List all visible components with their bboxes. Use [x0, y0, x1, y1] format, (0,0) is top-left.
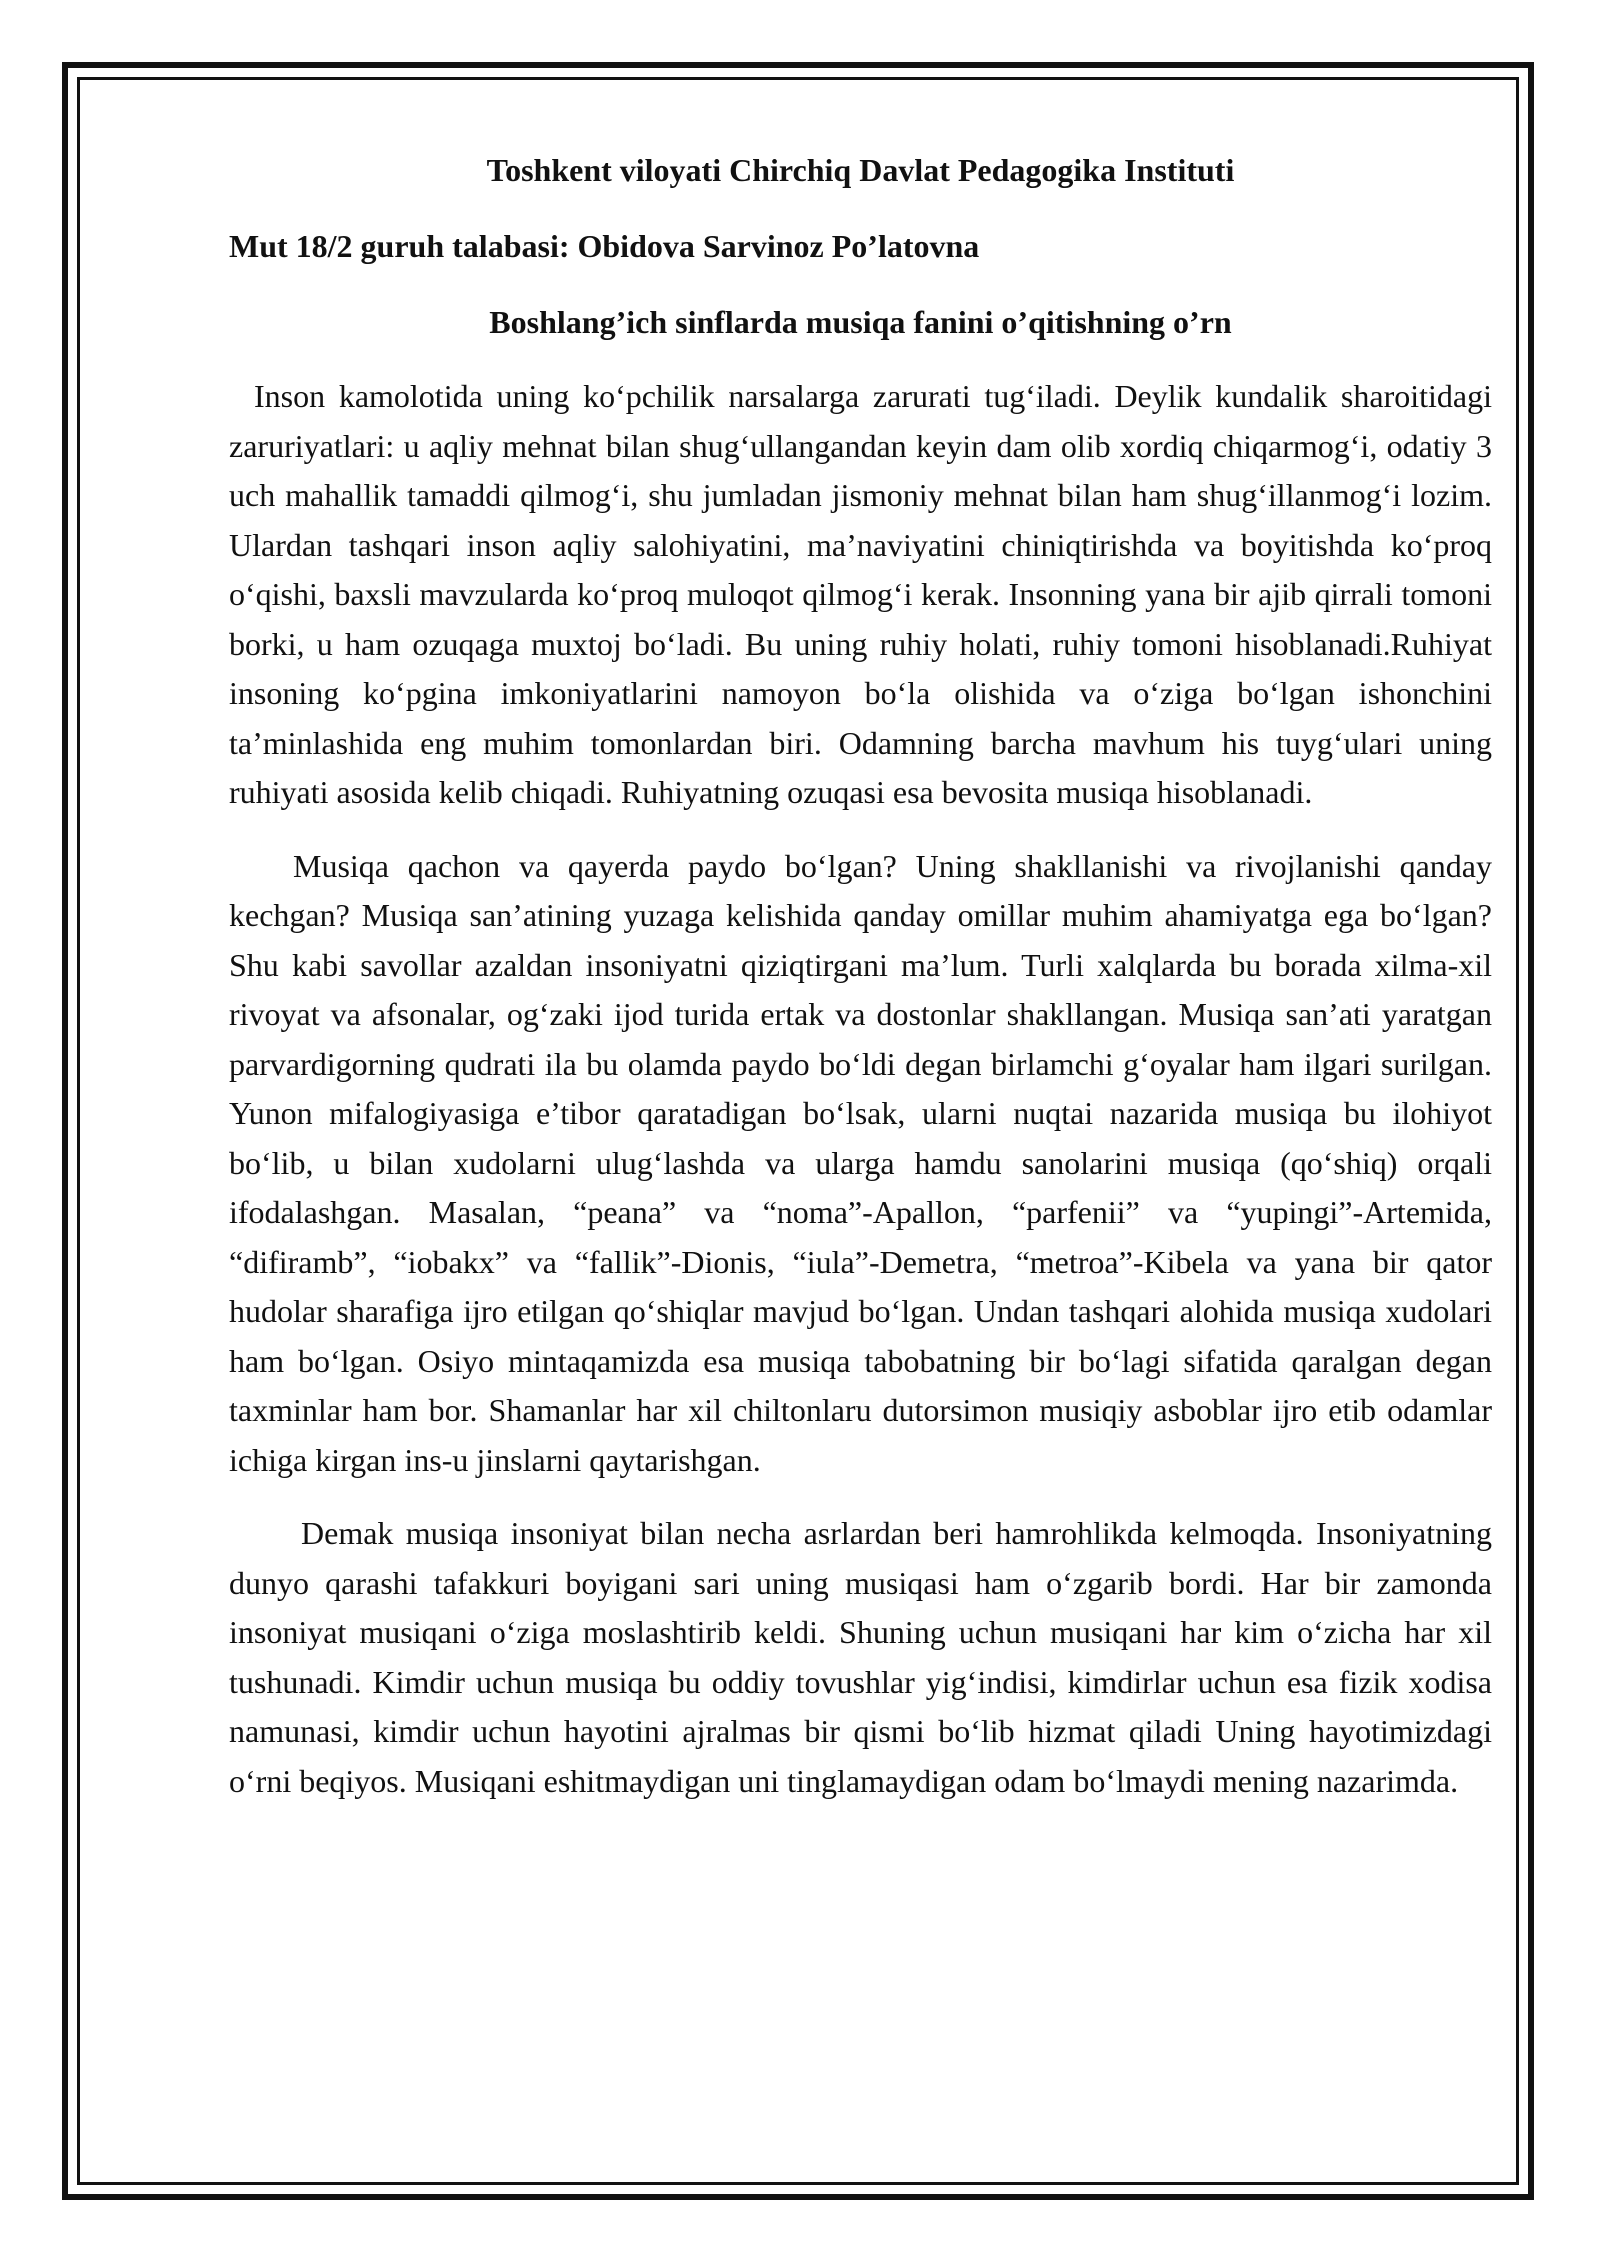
document-body [229, 148, 1492, 1806]
topic-title: Boshlang’ich sinflarda musiqa fanini o’qitishning o’rn [489, 304, 1232, 340]
paragraph-1: Inson kamolotida uning ko‘pchilik narsalarga zarurati tug‘iladi. Deylik kundalik sharoitidagi zaruriyatlari: u aqliy mehnat bilan shug‘ullangandan keyin dam olib xordiq chiqarmog‘i, odatiy 3 uch mahallik tamaddi qilmog‘i, shu jumladan jismoniy mehnat bilan ham shug‘illanmog‘i lozim. Ulardan tashqari inson aqliy salohiyatini, ma’naviyatini chiniqtirishda va boyitishda ko‘proq o‘qishi, baxsli mavzularda ko‘proq muloqot qilmog‘i kerak. Insonning yana bir ajib qirrali tomoni borki, u ham ozuqaga muxtoj bo‘ladi. Bu uning ruhiy holati, ruhiy tomoni hisoblanadi.Ruhiyat insoning ko‘pgina imkoniyatlarini namoyon bo‘la olishida va o‘ziga bo‘lgan ishonchini ta’minlashida eng muhim tomonlardan biri. Odamning barcha mavhum his tuyg‘ulari uning ruhiyati asosida kelib chiqadi. Ruhiyatning ozuqasi esa bevosita musiqa hisoblanadi. [229, 378, 1492, 810]
student-info: Mut 18/2 guruh talabasi: Obidova Sarvinoz Po’latovna [229, 228, 980, 264]
institution-title: Toshkent viloyati Chirchiq Davlat Pedagogika Instituti [486, 152, 1235, 188]
paragraph-2: Musiqa qachon va qayerda paydo bo‘lgan? Uning shakllanishi va rivojlanishi qanday kechgan? Musiqa san’atining yuzaga kelishida qanday omillar muhim ahamiyatga ega bo‘lgan? Shu kabi savollar azaldan insoniyatni qiziqtirgani ma’lum. Turli xalqlarda bu borada xilma-xil rivoyat va afsonalar, og‘zaki ijod turida ertak va dostonlar shakllangan. Musiqa san’ati yaratgan parvardigorning qudrati ila bu olamda paydo bo‘ldi degan birlamchi g‘oyalar ham ilgari surilgan. Yunon mifalogiyasiga e’tibor qaratadigan bo‘lsak, ularni nuqtai nazarida musiqa bu ilohiyot bo‘lib, u bilan xudolarni ulug‘lashda va ularga hamdu sanolarini musiqa (qo‘shiq) orqali ifodalashgan. Masalan, “peana” va “noma”-Apallon, “parfenii” va “yupingi”-Artemida, “difiramb”, “iobakx” va “fallik”-Dionis, “iula”-Demetra, “metroa”-Kibela va yana bir qator hudolar sharafiga ijro etilgan qo‘shiqlar mavjud bo‘lgan. Undan tashqari alohida musiqa xudolari ham bo‘lgan. Osiyo mintaqamizda esa musiqa tabobatning bir bo‘lagi sifatida qaralgan degan taxminlar ham bor. Shamanlar har xil chiltonlaru dutorsimon musiqiy asboblar ijro etib odamlar ichiga kirgan ins-u jinslarni qaytarishgan. [229, 847, 1492, 1478]
paragraph-3: Demak musiqa insoniyat bilan necha asrlardan beri hamrohlikda kelmoqda. Insoniyatning dunyo qarashi tafakkuri boyigani sari uning musiqasi ham o‘zgarib bordi. Har bir zamonda insoniyat musiqani o‘ziga moslashtirib keldi. Shuning uchun musiqani har kim o‘zicha har xil tushunadi. Kimdir uchun musiqa bu oddiy tovushlar yig‘indisi, kimdirlar uchun esa fizik xodisa namunasi, kimdir uchun hayotini ajralmas bir qismi bo‘lib hizmat qiladi Uning hayotimizdagi o‘rni beqiyos. Musiqani eshitmaydigan uni tinglamaydigan odam bo‘lmaydi mening nazarimda. [229, 1515, 1492, 1799]
